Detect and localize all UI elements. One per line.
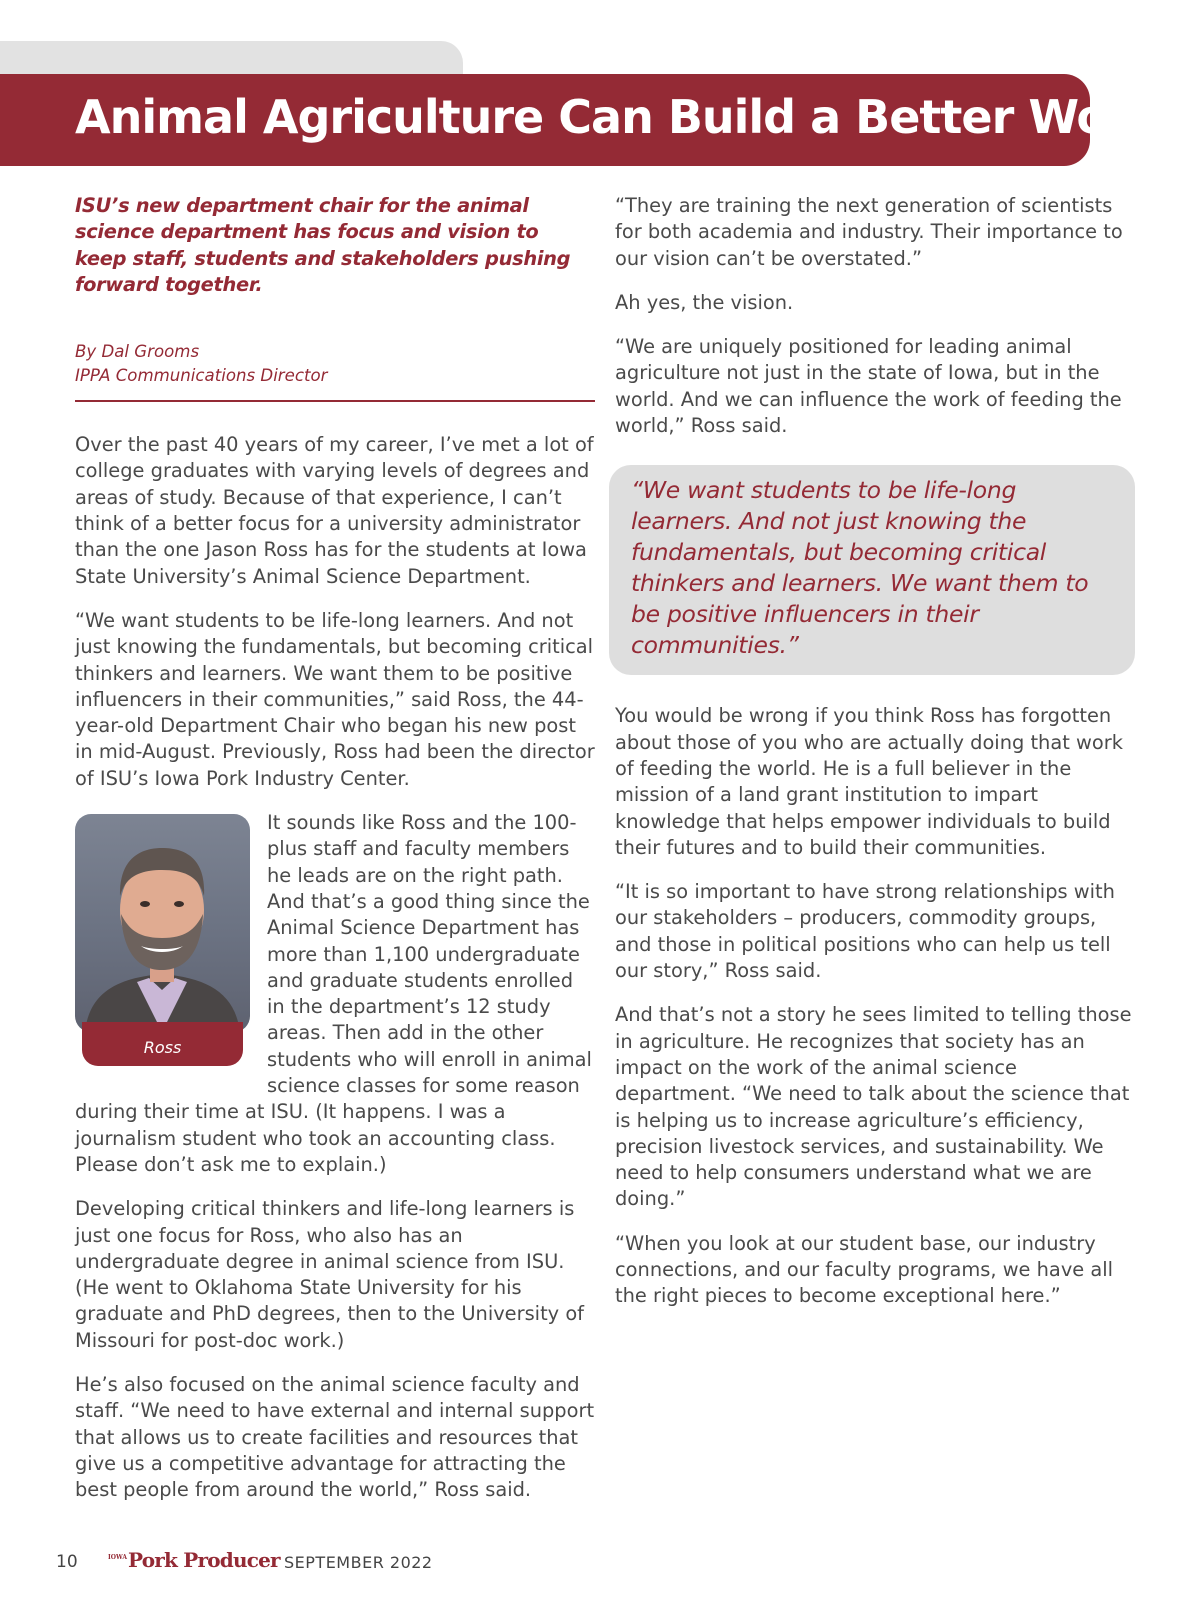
body-paragraph: It sounds like Ross and the 100-plus staff and faculty members he leads are on the right path. And that’s a good thing since the Animal Science Department has more than 1,100 undergraduate and graduate students enrolled in the department’s 12 study areas. Then add in the other students who will enroll in animal science classes for some reason during their time at ISU. (It happens. I was a journalism student who took an accounting class. Please don’t ask me to explain.) (75, 811, 592, 1176)
left-column (75, 193, 595, 1521)
byline (75, 340, 595, 402)
body-paragraph: Developing critical thinkers and life-long learners is just one focus for Ross, who also has an undergraduate degree in animal science from ISU. (He went to Oklahoma State University for his graduate and PhD degrees, then to the University of Missouri for post-doc work.) (75, 1197, 585, 1352)
article-deck: ISU’s new department chair for the animal science department has focus and vision to keep staff, students and stakeholders pushing forward together. (75, 194, 571, 296)
body-paragraph: “They are training the next generation of scientists for both academia and industry. Their importance to our vision can’t be overstated.” (615, 194, 1123, 270)
byline-author: By Dal Grooms (75, 342, 200, 362)
left-body (75, 432, 595, 1503)
body-paragraph: You would be wrong if you think Ross has forgotten about those of you who are actually doing that work of feeding the world. He is a full believer in the mission of a land grant institution to impart knowledge that helps empower individuals to build their futures and to build their communities. (615, 704, 1123, 859)
body-paragraph: And that’s not a story he sees limited to telling those in agriculture. He recognizes that society has an impact on the work of the animal science department. “We need to talk about the science that is helping us to increase agriculture’s efficiency, precision livestock services, and sustainability. We need to help consumers understand what we are doing.” (615, 1003, 1132, 1211)
body-paragraph: Ah yes, the vision. (615, 290, 794, 314)
publication-logo (108, 1548, 280, 1572)
portrait-illustration (75, 814, 250, 1032)
page-footer (56, 1548, 656, 1578)
photo-caption: Ross (82, 1022, 243, 1066)
body-paragraph: “When you look at our student base, our industry connections, and our faculty programs, we have all the right pieces to become exceptional here.” (615, 1231, 1114, 1308)
body-paragraph: “We are uniquely positioned for leading animal agriculture not just in the state of Iowa, but in the world. And we can influence the work of feeding the world,” Ross said. (615, 335, 1122, 438)
right-column (615, 193, 1135, 1328)
body-paragraph: “It is so important to have strong relationships with our stakeholders – producers, commodity groups, and those in political positions who can help us tell our story,” Ross said. (615, 880, 1115, 983)
issue-date: SEPTEMBER 2022 (284, 1553, 433, 1572)
portrait-photo (75, 814, 250, 1032)
logo-text: Pork Producer (128, 1548, 280, 1572)
pull-quote (609, 465, 1135, 675)
photo-block (75, 814, 250, 1066)
body-paragraph: Over the past 40 years of my career, I’ve met a lot of college graduates with varying levels of degrees and areas of study. Because of that experience, I can’t think of a better focus for a university administrator than the one Jason Ross has for the students at Iowa State University’s Animal Science Department. (75, 433, 594, 588)
byline-role: IPPA Communications Director (75, 366, 328, 386)
pull-quote-text: “We want students to be life-long learners. And not just knowing the fundamentals, but becoming critical thinkers and learners. We want them to be positive influencers in their communities.” (631, 476, 1089, 660)
body-paragraph: He’s also focused on the animal science faculty and staff. “We need to have external and internal support that allows us to create facilities and resources that give us a competitive advantage for attracting the best people from around the world,” Ross said. (75, 1372, 595, 1502)
logo-prefix: IOWA (108, 1554, 128, 1561)
page-number: 10 (56, 1552, 78, 1572)
title-banner (0, 74, 1176, 166)
body-paragraph: “We want students to be life-long learners. And not just knowing the fundamentals, but becoming critical thinkers and learners. We want them to be positive influencers in their communities,” said Ross, the 44-year-old Department Chair who began his new post in mid-August. Previously, Ross had been the director of ISU’s Iowa Pork Industry Center. (75, 608, 595, 790)
page-title: Animal Agriculture Can Build a Better World (75, 90, 1176, 144)
